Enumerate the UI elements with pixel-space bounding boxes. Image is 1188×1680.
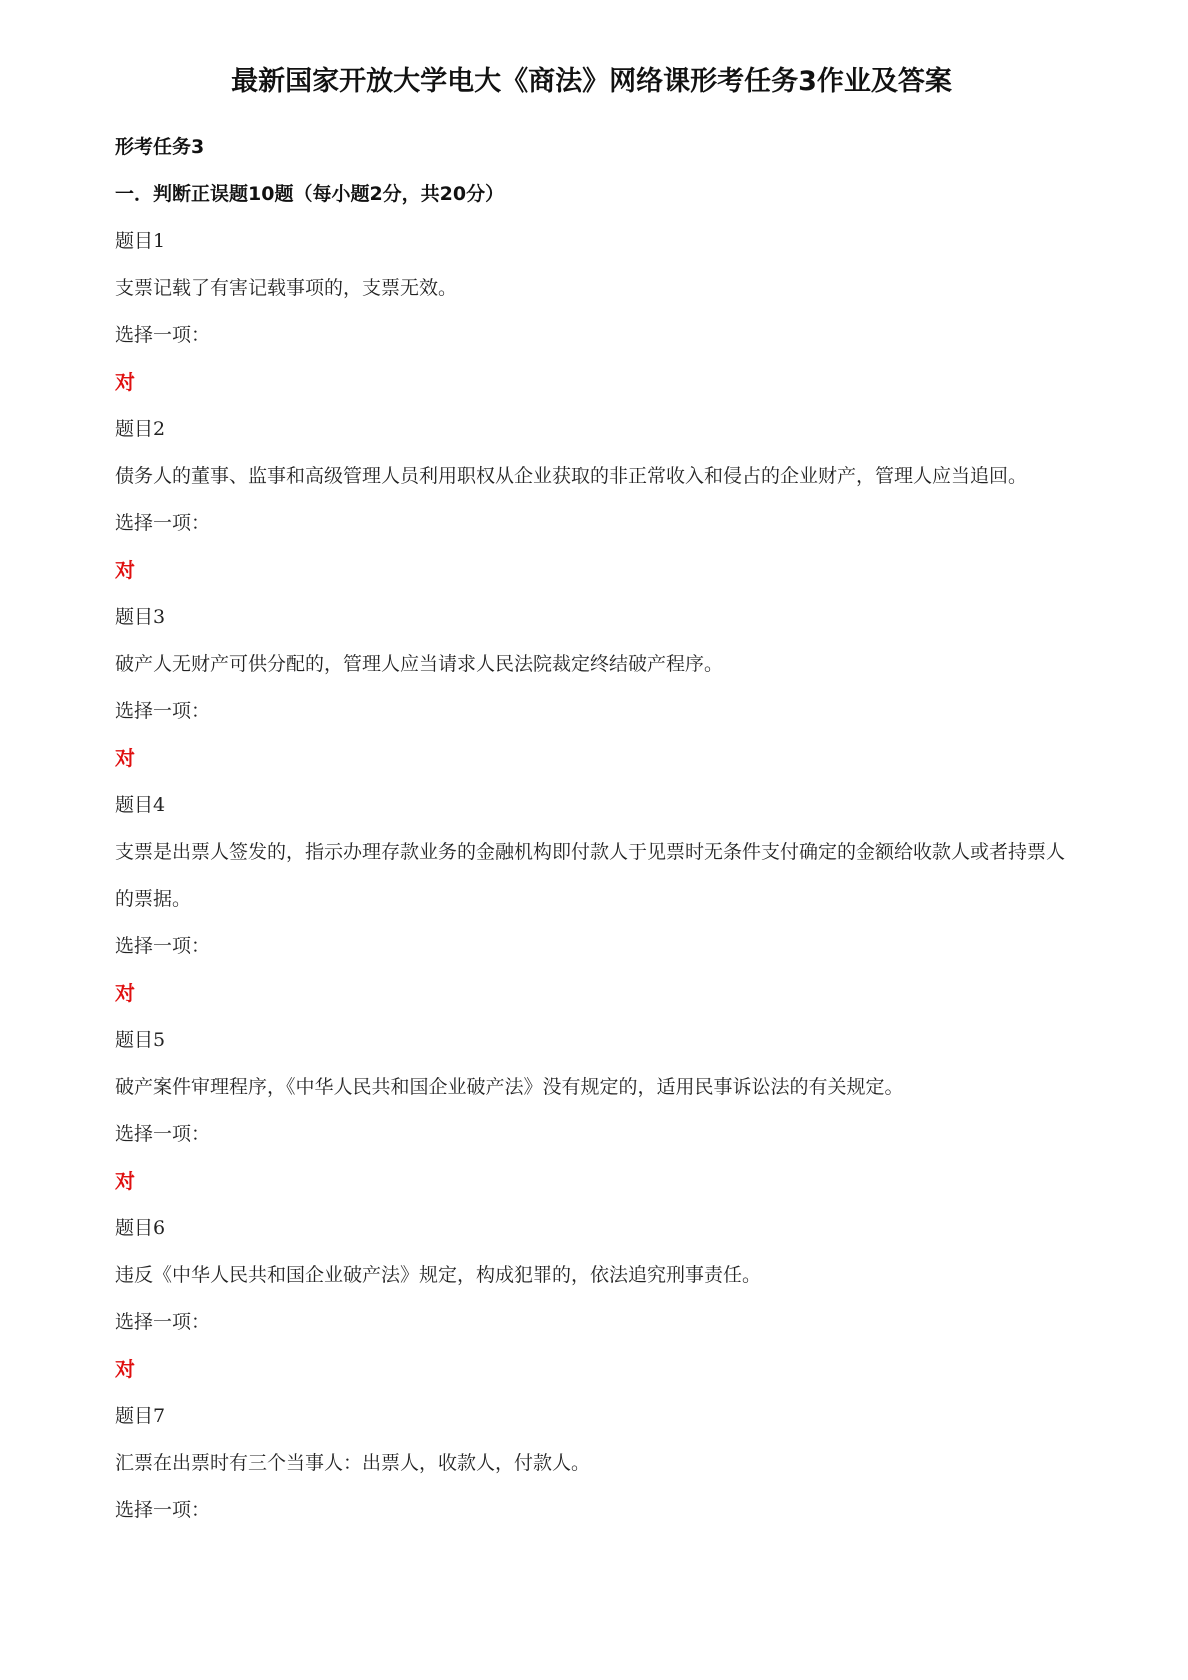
- answer-text: 对: [115, 1357, 135, 1381]
- question-label: 题目3: [115, 606, 166, 628]
- task-heading: 形考任务3: [115, 136, 205, 158]
- question-block-6: [115, 1205, 1068, 1393]
- question-label: 题目1: [115, 230, 166, 252]
- question-block-1: [115, 218, 1068, 406]
- choice-prompt: 选择一项：: [115, 512, 211, 534]
- question-block-5: [115, 1017, 1068, 1205]
- question-label: 题目7: [115, 1405, 166, 1427]
- question-text: 破产人无财产可供分配的，管理人应当请求人民法院裁定终结破产程序。: [115, 653, 724, 675]
- choice-prompt: 选择一项：: [115, 700, 211, 722]
- question-block-4: [115, 782, 1068, 1017]
- choice-prompt: 选择一项：: [115, 324, 211, 346]
- choice-prompt: 选择一项：: [115, 1499, 211, 1521]
- question-text: 破产案件审理程序，《中华人民共和国企业破产法》没有规定的，适用民事诉讼法的有关规定。: [115, 1076, 904, 1098]
- question-text: 支票记载了有害记载事项的，支票无效。: [115, 277, 458, 299]
- answer-text: 对: [115, 558, 135, 582]
- section-heading: 一．判断正误题10题（每小题2分，共20分）: [115, 183, 505, 205]
- answer-text: 对: [115, 1169, 135, 1193]
- question-label: 题目5: [115, 1029, 166, 1051]
- choice-prompt: 选择一项：: [115, 1123, 211, 1145]
- choice-prompt: 选择一项：: [115, 935, 211, 957]
- document-title: 最新国家开放大学电大《商法》网络课形考任务3作业及答案: [231, 66, 952, 97]
- question-text: 汇票在出票时有三个当事人：出票人，收款人，付款人。: [115, 1452, 591, 1474]
- question-label: 题目6: [115, 1217, 166, 1239]
- question-block-2: [115, 406, 1068, 594]
- question-text: 支票是出票人签发的，指示办理存款业务的金融机构即付款人于见票时无条件支付确定的金额给收款人或者持票人的票据。: [115, 841, 1066, 910]
- question-block-3: [115, 594, 1068, 782]
- answer-text: 对: [115, 370, 135, 394]
- answer-text: 对: [115, 746, 135, 770]
- question-block-7: [115, 1393, 1068, 1534]
- question-label: 题目2: [115, 418, 166, 440]
- question-text: 违反《中华人民共和国企业破产法》规定，构成犯罪的，依法追究刑事责任。: [115, 1264, 762, 1286]
- answer-text: 对: [115, 981, 135, 1005]
- question-text: 债务人的董事、监事和高级管理人员利用职权从企业获取的非正常收入和侵占的企业财产，管理人应当追回。: [115, 465, 1028, 487]
- question-label: 题目4: [115, 794, 166, 816]
- choice-prompt: 选择一项：: [115, 1311, 211, 1333]
